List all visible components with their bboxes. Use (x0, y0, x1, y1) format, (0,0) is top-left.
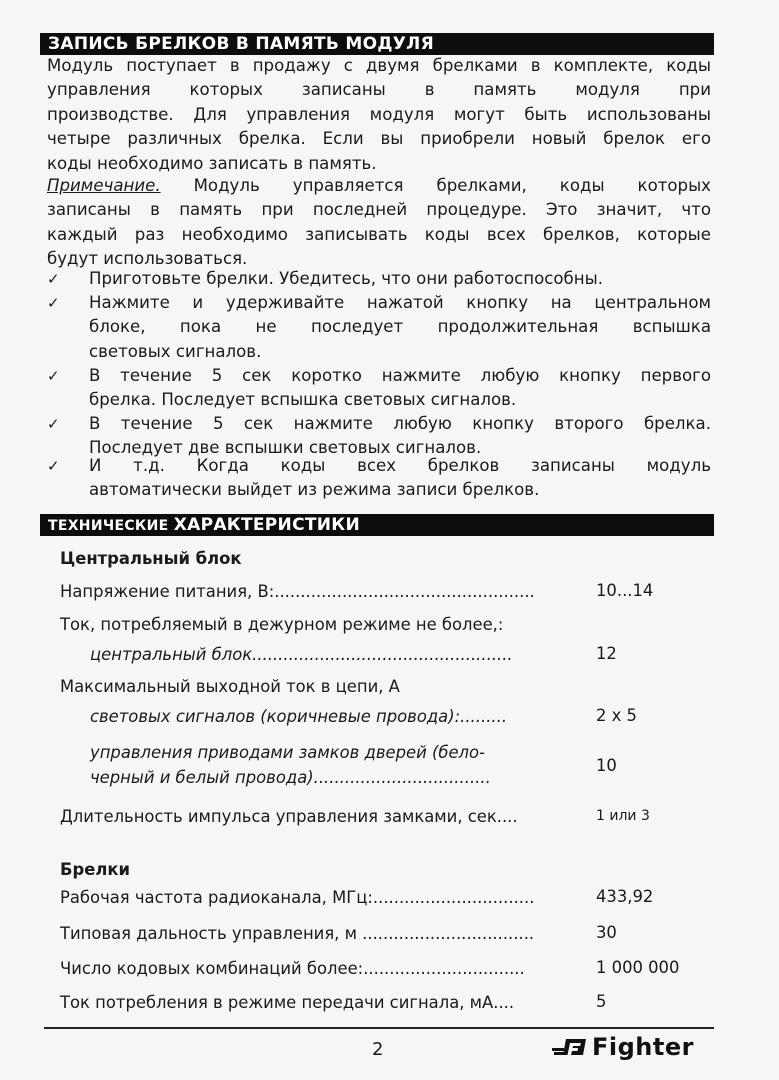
spec-label-tx-current: Ток потребления в режиме передачи сигнала, мА.... (60, 993, 515, 1012)
spec-value-light-signals: 2 х 5 (596, 706, 637, 725)
section-title: ЗАПИСЬ БРЕЛКОВ В ПАМЯТЬ МОДУЛЯ (48, 34, 434, 54)
section-header-keyfob-programming (40, 33, 714, 55)
spec-value-standby-central: 12 (596, 644, 617, 663)
note-line: каждый раз необходимо записывать коды всех брелков, которые (47, 224, 711, 244)
keyfobs-heading: Брелки (60, 860, 130, 879)
checkmark-icon: ✓ (47, 367, 60, 385)
step-line: блоке, пока не последует продолжительная вспышка (89, 317, 711, 337)
note-line: Модуль управляется брелками, коды которых (160, 176, 711, 195)
step-line: Нажмите и удерживайте нажатой кнопку на центральном (89, 293, 711, 312)
spec-value-code-combinations: 1 000 000 (596, 958, 680, 977)
step-line: В течение 5 сек нажмите любую кнопку второго брелка. (89, 414, 711, 433)
step-line: брелка. Последует вспышка световых сигналов. (89, 390, 517, 410)
intro-paragraph (47, 54, 711, 176)
checkmark-icon: ✓ (47, 415, 60, 433)
central-unit-heading: Центральный блок (60, 549, 242, 568)
checkmark-icon: ✓ (47, 457, 60, 475)
spec-value-frequency: 433,92 (596, 887, 654, 906)
spec-value-tx-current: 5 (596, 992, 607, 1011)
spec-label-range: Типовая дальность управления, м ................................. (60, 924, 535, 943)
spec-value-pulse-duration: 1 или 3 (596, 808, 650, 824)
intro-line: управления которых записаны в память модуля при (47, 80, 711, 100)
spec-label-pulse-duration: Длительность импульса управления замками, сек.... (60, 807, 518, 826)
step-line: Приготовьте брелки. Убедитесь, что они работоспособны. (89, 269, 603, 288)
spec-value-door-locks: 10 (596, 756, 617, 775)
step-line: Последует две вспышки световых сигналов. (89, 438, 482, 458)
spec-value-range: 30 (596, 923, 617, 942)
spec-value-voltage: 10...14 (596, 581, 654, 600)
intro-line: коды необходимо записать в память. (47, 153, 377, 173)
spec-label-door-locks-2: черный и белый провода).................................. (90, 768, 491, 787)
spec-label-standby: Ток, потребляемый в дежурном режиме не более,: (60, 615, 504, 634)
intro-line: производстве. Для управления модуля могут быть использованы (47, 104, 711, 124)
section-header-specs (40, 514, 714, 536)
brand-logo (552, 1032, 694, 1062)
spec-label-max-current: Максимальный выходной ток в цепи, А (60, 677, 400, 696)
intro-line: Модуль поступает в продажу с двумя брелками в комплекте, коды (47, 56, 711, 75)
note-first-line (47, 174, 711, 198)
spec-label-voltage: Напряжение питания, В:.................................................. (60, 582, 535, 601)
step-line: В течение 5 сек коротко нажмите любую кнопку первого (89, 366, 711, 385)
intro-line: четыре различных брелка. Если вы приобрели новый брелок его (47, 129, 711, 149)
note-label: Примечание. (47, 176, 161, 195)
spec-label-standby-central: центральный блок.................................................. (90, 645, 513, 664)
checkmark-icon: ✓ (47, 294, 60, 312)
footer-divider (44, 1027, 714, 1029)
spec-label-light-signals: световых сигналов (коричневые провода):......... (90, 707, 508, 726)
step-line: световых сигналов. (89, 341, 262, 361)
page-number: 2 (372, 1039, 384, 1060)
note-line: записаны в память при последней процедуре. Это значит, что (47, 200, 711, 220)
note-line: будут использоваться. (47, 249, 248, 269)
note-paragraph (47, 174, 711, 272)
fighter-logo-icon (552, 1036, 588, 1058)
brand-name: Fighter (592, 1033, 694, 1061)
step-line: И т.д. Когда коды всех брелков записаны модуль (89, 456, 711, 475)
spec-label-door-locks-1: управления приводами замков дверей (бело- (90, 743, 485, 762)
step-line: автоматически выйдет из режима записи брелков. (89, 480, 540, 500)
spec-label-code-combinations: Число кодовых комбинаций более:............................... (60, 959, 525, 978)
section-title-prefix: ТЕХНИЧЕСКИЕ (48, 518, 174, 534)
section-title-main: ХАРАКТЕРИСТИКИ (173, 515, 360, 535)
checkmark-icon: ✓ (47, 270, 60, 288)
spec-label-frequency: Рабочая частота радиоканала, МГц:............................... (60, 888, 535, 907)
